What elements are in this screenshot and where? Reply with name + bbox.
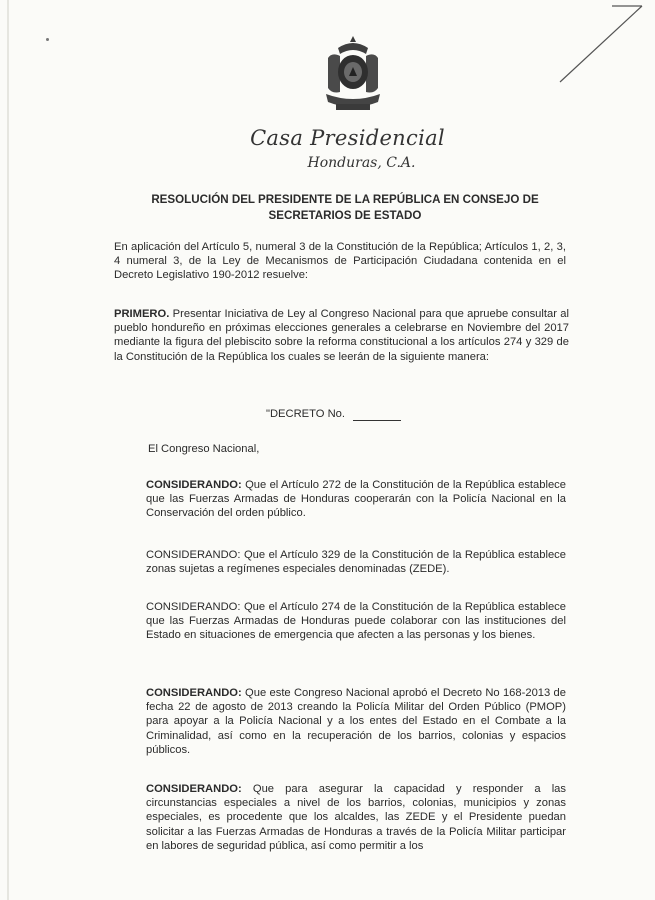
decreto-number-blank [353,408,401,421]
considerando-text: Que para asegurar la capacidad y responder a las circunstancias especiales a nivel de los barrios, colonias, municipios y zonas especiales, es procedente que los alcaldes, las ZEDE y el Presidente puedan solicitar a las Fuerzas Armadas de Honduras a través de la Policía Militar participar en labores de seguridad pública, así como permitir a los [146,783,566,852]
decreto-label: "DECRETO No. [266,408,345,420]
document-title [120,192,570,224]
considerando-label: CONSIDERANDO: [146,549,241,561]
considerando-label: CONSIDERANDO: [146,479,242,491]
primero-text: Presentar Iniciativa de Ley al Congreso Nacional para que apruebe consultar al pueblo hondureño en próximas elecciones generales a celebrarse en Noviembre del 2017 mediante la figura del plebiscito sobre la reforma constitucional a los artículos 274 y 329 de la Constitución de la República los cuales se leerán de la siguiente manera: [114,308,569,363]
considerando-label: CONSIDERANDO: [146,687,242,699]
coat-of-arms-icon [318,32,388,116]
greeting: El Congreso Nacional, [148,443,260,455]
considerando-text: Que el Artículo 274 de la Constitución de la República establece que las Fuerzas Armadas de Honduras puede colaborar con las instituciones del Estado en situaciones de emergencia que afecten a las personas y los bienes. [146,601,566,642]
considerando-paragraph [146,548,566,576]
brand-subtitle: Honduras, C.A. [307,155,416,171]
primero-label: PRIMERO. [114,308,170,320]
considerando-paragraph [146,478,566,521]
considerando-text: Que el Artículo 329 de la Constitución de la República establece zonas sujetas a regímenes especiales denominadas (ZEDE). [146,549,566,576]
considerando-text: Que el Artículo 272 de la Constitución de la República establece que las Fuerzas Armadas de Honduras cooperarán con la Policía Nacional en la Conservación del orden público. [146,479,566,520]
considerando-paragraph [146,686,566,757]
scan-speck [46,38,49,41]
title-line-1: RESOLUCIÓN DEL PRESIDENTE DE LA REPÚBLICA EN CONSEJO DE [151,193,539,206]
brand-title: Casa Presidencial [250,126,445,150]
considerando-paragraph [146,782,566,853]
considerando-label: CONSIDERANDO: [146,783,242,795]
considerando-label: CONSIDERANDO: [146,601,241,613]
title-line-2: SECRETARIOS DE ESTADO [268,209,422,222]
considerando-text: Que este Congreso Nacional aprobó el Decreto No 168-2013 de fecha 22 de agosto de 2013 creando la Policía Militar del Orden Público (PMOP) para apoyar a la Policía Nacional y a los entes del Estado en el Combate a la Criminalidad, así como en la recuperación de los barrios, colonias y espacios públicos. [146,687,566,756]
decreto-heading [266,408,401,421]
primero-paragraph [114,307,569,364]
considerando-paragraph [146,600,566,643]
intro-paragraph: En aplicación del Artículo 5, numeral 3 de la Constitución de la República; Artículos 1, 2, 3, 4 numeral 3, de la Ley de Mecanismos de Participación Ciudadana contenida en el Decreto Legislativo 190-2012 resuelve: [114,241,566,282]
